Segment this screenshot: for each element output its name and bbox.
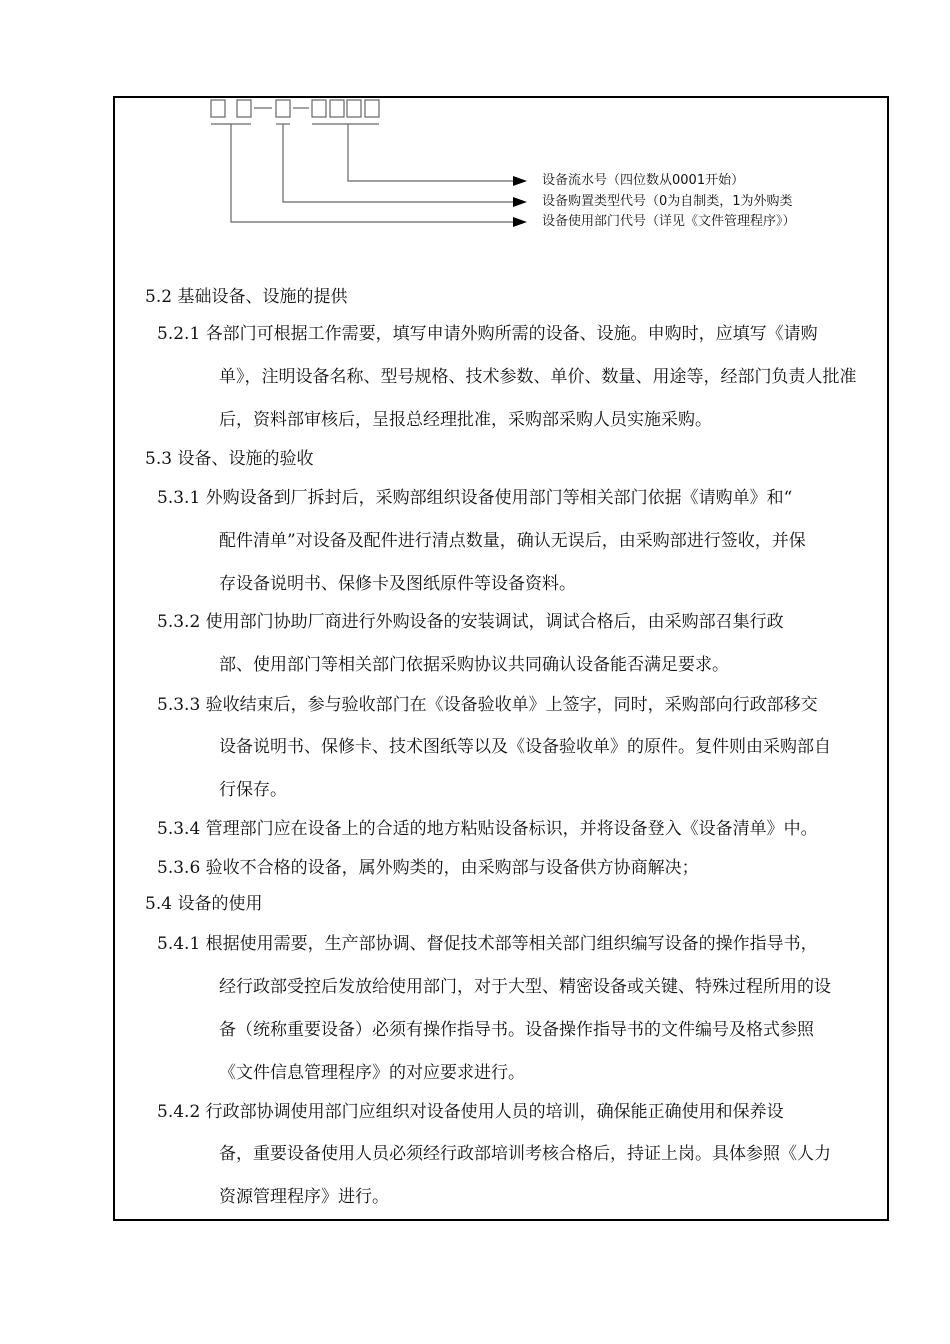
code-structure-diagram bbox=[115, 98, 891, 348]
code-box bbox=[237, 100, 251, 117]
paragraph-line: 备（统称重要设备）必须有操作指导书。设备操作指导书的文件编号及格式参照 bbox=[219, 1020, 814, 1040]
paragraph-line: 后，资料部审核后，呈报总经理批准，采购部采购人员实施采购。 bbox=[219, 410, 712, 430]
paragraph-line: 备，重要设备使用人员必须经行政部培训考核合格后，持证上岗。具体参照《人力 bbox=[219, 1144, 831, 1164]
arrow-icon bbox=[513, 217, 527, 227]
section-heading: 5.3 设备、设施的验收 bbox=[145, 449, 314, 469]
code-box bbox=[365, 100, 379, 117]
leader-type bbox=[283, 124, 515, 202]
code-box bbox=[330, 100, 344, 117]
paragraph-line: 《文件信息管理程序》的对应要求进行。 bbox=[219, 1063, 525, 1083]
arrow-icon bbox=[513, 176, 527, 186]
paragraph-line: 资源管理程序》进行。 bbox=[219, 1187, 389, 1207]
paragraph-line: 5.3.4 管理部门应在设备上的合适的地方粘贴设备标识，并将设备登入《设备清单》中。 bbox=[157, 819, 818, 839]
paragraph-line: 经行政部受控后发放给使用部门，对于大型、精密设备或关键、特殊过程所用的设 bbox=[219, 977, 831, 997]
arrow-icon bbox=[513, 197, 527, 207]
paragraph-line: 配件清单”对设备及配件进行清点数量，确认无误后，由采购部进行签收，并保 bbox=[219, 531, 806, 551]
leader-dept bbox=[231, 124, 515, 222]
department-code-label: 设备使用部门代号（详见《文件管理程序》） bbox=[542, 214, 796, 229]
paragraph-line: 5.2.1 各部门可根据工作需要，填写申请外购所需的设备、设施。申购时，应填写《请购 bbox=[157, 324, 818, 344]
paragraph-line: 5.3.6 验收不合格的设备，属外购类的，由采购部与设备供方协商解决； bbox=[157, 858, 699, 878]
section-heading: 5.2 基础设备、设施的提供 bbox=[145, 287, 348, 307]
paragraph-line: 5.3.2 使用部门协助厂商进行外购设备的安装调试，调试合格后，由采购部召集行政 bbox=[157, 612, 784, 632]
leader-serial bbox=[348, 124, 515, 181]
code-box bbox=[211, 100, 225, 117]
paragraph-line: 5.3.1 外购设备到厂拆封后，采购部组织设备使用部门等相关部门依据《请购单》和“ bbox=[157, 488, 793, 508]
paragraph-line: 5.4.2 行政部协调使用部门应组织对设备使用人员的培训，确保能正确使用和保养设 bbox=[157, 1102, 784, 1122]
paragraph-line: 存设备说明书、保修卡及图纸原件等设备资料。 bbox=[219, 574, 576, 594]
document-frame bbox=[113, 96, 889, 1221]
paragraph-line: 5.4.1 根据使用需要，生产部协调、督促技术部等相关部门组织编写设备的操作指导书， bbox=[157, 934, 818, 954]
purchase-type-label: 设备购置类型代号（0为自制类，1为外购类 bbox=[542, 194, 793, 209]
paragraph-line: 行保存。 bbox=[219, 780, 287, 800]
code-box bbox=[276, 100, 290, 117]
paragraph-line: 部、使用部门等相关部门依据采购协议共同确认设备能否满足要求。 bbox=[219, 655, 729, 675]
paragraph-line: 单》，注明设备名称、型号规格、技术参数、单价、数量、用途等，经部门负责人批准 bbox=[219, 367, 857, 387]
paragraph-line: 5.3.3 验收结束后，参与验收部门在《设备验收单》上签字，同时，采购部向行政部移交 bbox=[157, 695, 818, 715]
section-heading: 5.4 设备的使用 bbox=[145, 894, 263, 914]
serial-number-label: 设备流水号（四位数从0001开始） bbox=[542, 173, 745, 188]
code-box bbox=[347, 100, 361, 117]
code-box bbox=[312, 100, 326, 117]
paragraph-line: 设备说明书、保修卡、技术图纸等以及《设备验收单》的原件。复件则由采购部自 bbox=[219, 737, 831, 757]
